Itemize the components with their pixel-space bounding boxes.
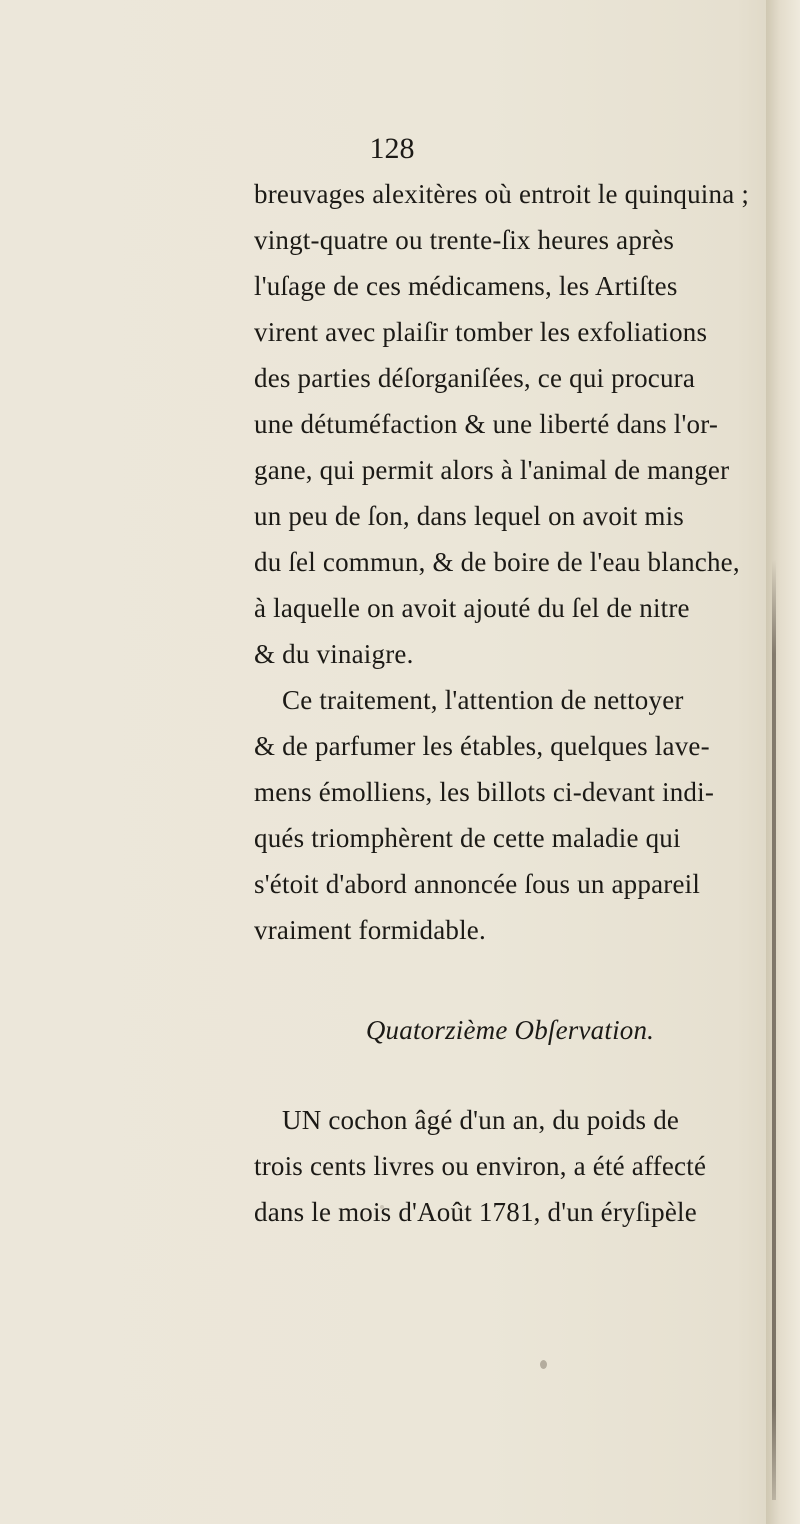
text-line: breuvages alexitères où entroit le quinquina ;	[254, 179, 750, 209]
ink-speck	[380, 1205, 384, 1209]
text-line: Ce traitement, l'attention de nettoyer	[282, 685, 684, 715]
text-line: qués triomphèrent de cette maladie qui	[254, 823, 681, 853]
text-line: gane, qui permit alors à l'animal de manger	[254, 455, 730, 485]
binding-shadow	[772, 560, 776, 1500]
text-line: un peu de ſon, dans lequel on avoit mis	[254, 501, 684, 531]
text-line: du ſel commun, & de boire de l'eau blanche,	[254, 547, 740, 577]
text-line: & du vinaigre.	[254, 639, 414, 669]
text-line: UN cochon âgé d'un an, du poids de	[282, 1105, 680, 1135]
page-number: 128	[369, 132, 415, 165]
text-line: à laquelle on avoit ajouté du ſel de nitre	[254, 593, 690, 623]
text-line: une détuméfaction & une liberté dans l'or-	[254, 409, 719, 439]
text-line: virent avec plaiſir tomber les exfoliations	[254, 317, 708, 347]
text-line: & de parfumer les étables, quelques lave-	[254, 731, 710, 761]
text-line: mens émolliens, les billots ci-devant indi-	[254, 777, 715, 807]
text-line: vraiment formidable.	[254, 915, 486, 945]
text-line: dans le mois d'Août 1781, d'un éryſipèle	[254, 1197, 697, 1227]
text-line: s'étoit d'abord annoncée ſous un appareil	[254, 869, 701, 899]
text-line: trois cents livres ou environ, a été affecté	[254, 1151, 707, 1181]
section-heading: Quatorzième Obſervation.	[365, 1015, 655, 1045]
text-line: l'uſage de ces médicamens, les Artiſtes	[254, 271, 678, 301]
ink-speck	[540, 1360, 547, 1369]
text-line: des parties déſorganiſées, ce qui procura	[254, 363, 696, 393]
text-line: vingt-quatre ou trente-ſix heures après	[254, 225, 675, 255]
